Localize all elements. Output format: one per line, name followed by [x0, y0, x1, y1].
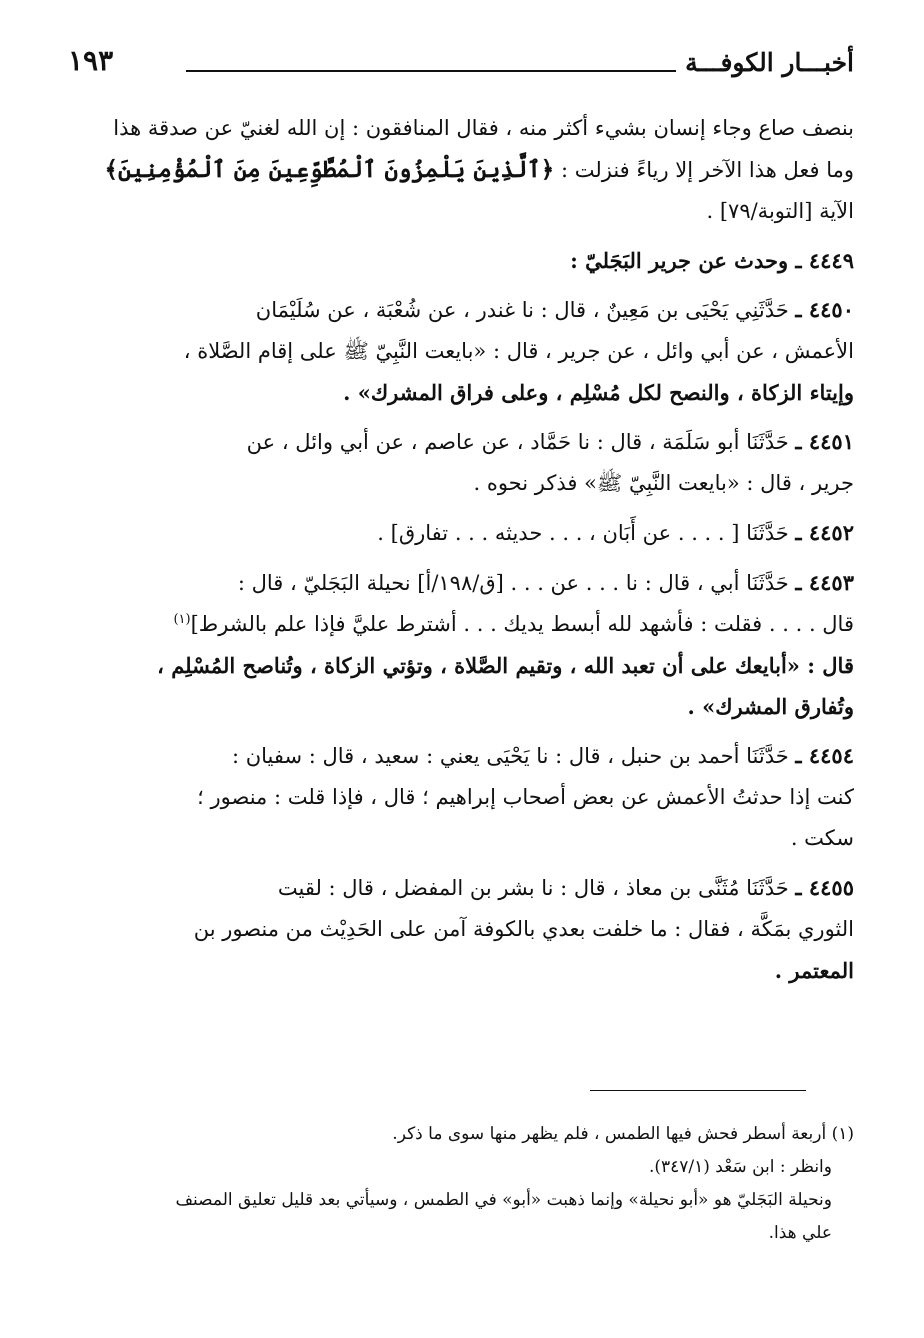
footnote-line: ونحيلة البَجَليّ هو «أبو نحيلة» وإنما ذهبت «أبو» في الطمس ، وسيأتي بعد قليل تعليق المصنف: [175, 1190, 832, 1210]
text-segment: حَدَّثَنَا أبو سَلَمَة ، قال : نا حَمَّاد ، عن عاصم ، عن أبي وائل ، عن: [246, 430, 789, 454]
text-line: الآية [التوبة/٧٩] .: [706, 199, 854, 223]
entry-number: ٤٤٤٩ ـ: [795, 248, 854, 273]
entry-4454: [68, 735, 854, 859]
text-line: [68, 735, 854, 777]
quran-verse: ﴿ٱلَّذِينَ يَلْمِزُونَ ٱلْمُطَّوِّعِينَ مِنَ ٱلْمُؤْمِنِينَ﴾: [104, 156, 555, 183]
entry-4455: [68, 867, 854, 991]
text-line: [68, 421, 854, 463]
text-line: المعتمر .: [774, 958, 854, 983]
entry-number: ٤٤٥٠ ـ: [795, 297, 854, 322]
entry-4452: [68, 512, 854, 554]
entry-4449: [68, 240, 854, 281]
main-text: [68, 108, 854, 999]
paragraph-continuation: [68, 108, 854, 232]
text-line: [68, 604, 854, 645]
text-segment: حَدَّثَنَا مُثَنَّى بن معاذ ، قال : نا بشر بن المفضل ، قال : لقيت: [277, 876, 789, 900]
header-rule: [186, 70, 676, 72]
text-line: الثوري بمَكَّة ، فقال : ما خلفت بعدي بالكوفة آمن على الحَدِيْث من منصور بن: [193, 917, 854, 941]
footnote-rule: [590, 1090, 806, 1091]
text-line: وتُفارق المشرك» .: [687, 694, 854, 719]
text-line: [68, 289, 854, 331]
entry-number: ٤٤٥١ ـ: [795, 429, 854, 454]
footnotes: [68, 1118, 854, 1250]
text-segment: حَدَّثَنَا أبي ، قال : نا . . . عن . . . [ق/١٩٨/أ] نحيلة البَجَليّ ، قال :: [237, 571, 789, 595]
text-line: وإيتاء الزكاة ، والنصح لكل مُسْلِم ، وعلى فراق المشرك» .: [343, 380, 854, 405]
entry-4451: [68, 421, 854, 504]
page-header: [68, 42, 854, 86]
running-title: أخبـــار الكوفـــة: [685, 48, 854, 77]
entry-number: ٤٤٥٤ ـ: [795, 743, 854, 768]
text-line: [68, 562, 854, 604]
footnote-marker[interactable]: (١): [173, 612, 191, 627]
text-segment: وما فعل هذا الآخر إلا رياءً فنزلت :: [560, 158, 854, 182]
entry-number: ٤٤٥٣ ـ: [795, 570, 854, 595]
text-segment: حَدَّثَنَا أحمد بن حنبل ، قال : نا يَحْيَى يعني : سعيد ، قال : سفيان :: [231, 744, 789, 768]
text-line: الأعمش ، عن أبي وائل ، عن جرير ، قال : «بايعت النَّبِيّ ﷺ على إقام الصَّلاة ،: [183, 339, 854, 363]
text-line: جرير ، قال : «بايعت النَّبِيّ ﷺ» فذكر نحوه .: [473, 471, 854, 495]
text-line: [68, 867, 854, 909]
entry-4450: [68, 289, 854, 413]
text-segment: حَدَّثَنِي يَحْيَى بن مَعِينٌ ، قال : نا غندر ، عن شُعْبَة ، عن سُلَيْمَان: [255, 298, 789, 322]
text-line: [68, 149, 854, 191]
text-line: [68, 512, 854, 554]
footnote-line: وانظر : ابن سَعْد (٣٤٧/١).: [648, 1157, 832, 1177]
entry-4453: [68, 562, 854, 727]
text-line: كنت إذا حدثتُ الأعمش عن بعض أصحاب إبراهيم ؛ قال ، فإذا قلت : منصور ؛: [197, 785, 854, 809]
page-number: ١٩٣: [68, 44, 114, 77]
text-segment: حَدَّثَنَا [ . . . . عن أَبَان ، . . . حديثه . . . تفارق] .: [377, 521, 789, 545]
text-line: سكت .: [790, 826, 854, 850]
text-segment: وحدث عن جرير البَجَليّ :: [570, 248, 789, 273]
text-line: [68, 240, 854, 281]
text-segment: قال . . . . فقلت : فأشهد لله أبسط يديك . . . أشترط عليَّ فإذا علم بالشرط]: [190, 612, 854, 636]
text-line: بنصف صاع وجاء إنسان بشيء أكثر منه ، فقال المنافقون : إن الله لغنيّ عن صدقة هذا: [113, 116, 854, 140]
entry-number: ٤٤٥٢ ـ: [795, 520, 854, 545]
footnote-line: علي هذا.: [768, 1223, 832, 1243]
footnote-line: (١) أربعة أسطر فحش فيها الطمس ، فلم يظهر منها سوى ما ذكر.: [392, 1124, 854, 1144]
entry-number: ٤٤٥٥ ـ: [795, 875, 854, 900]
text-line: قال : «أبايعك على أن تعبد الله ، وتقيم الصَّلاة ، وتؤتي الزكاة ، وتُناصح المُسْلِم ،: [157, 653, 854, 678]
